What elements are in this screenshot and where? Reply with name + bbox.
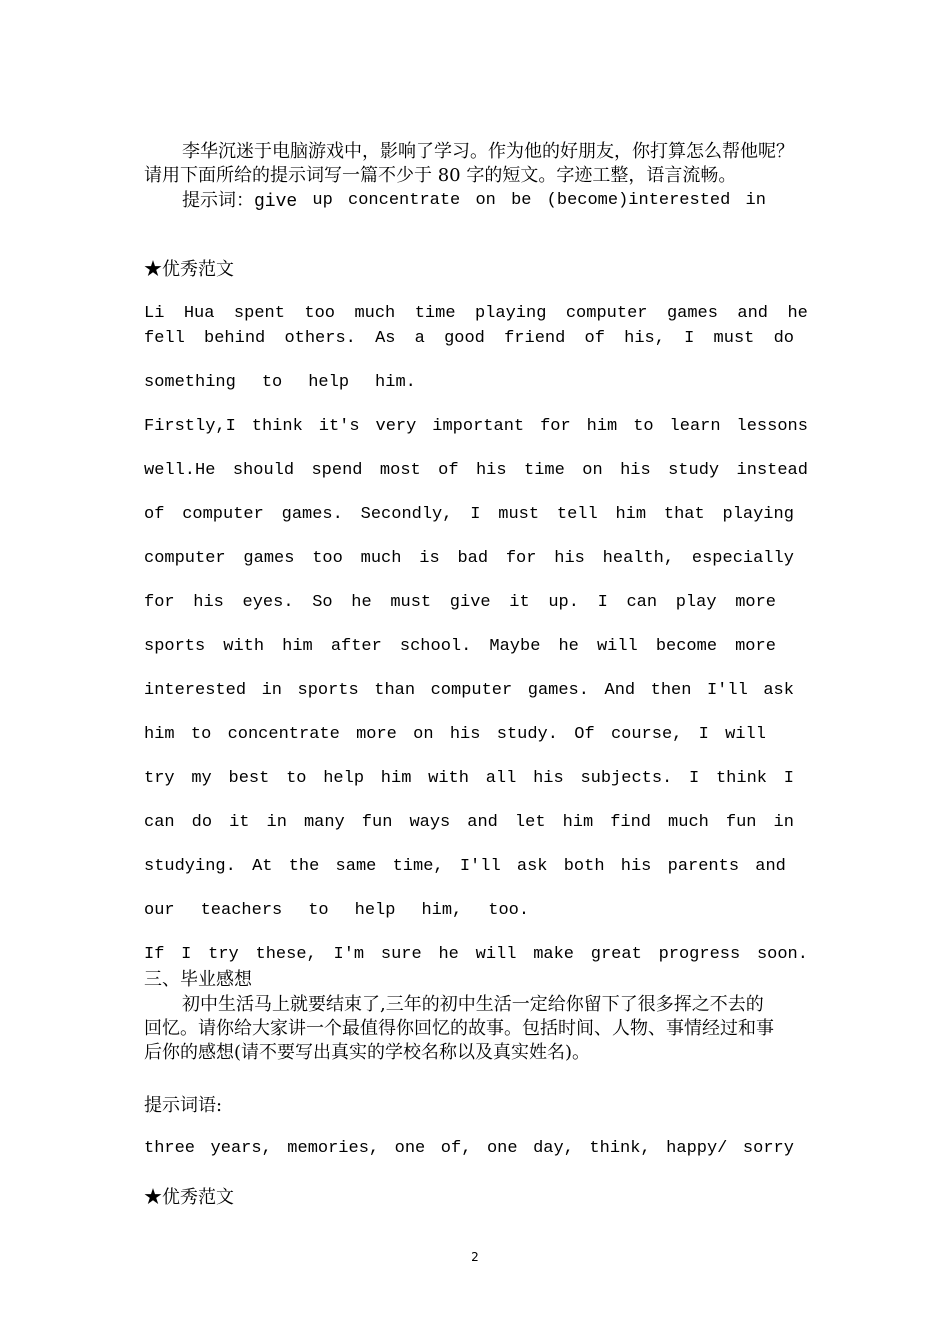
essay-word: games. [281,505,343,524]
essay-word: his, [624,329,665,348]
essay-word: tell [556,505,598,524]
essay-word: must [713,329,755,348]
essay-word: subjects. [580,769,673,788]
essay-word: time, [392,857,444,876]
essay-word: So [312,593,333,612]
essay-word: I [597,593,608,612]
essay-word: I'll [706,681,748,700]
essay-word: teachers [200,901,283,920]
essay-word: him [144,725,175,744]
essay-word: in [266,813,287,832]
essay-word: spend [311,461,363,480]
essay-word: he [351,593,372,612]
essay-word: games [243,549,295,568]
page-number: 2 [471,1250,479,1264]
essay-word: after [330,637,382,656]
essay-word: with [223,637,265,656]
essay-word: parents [667,857,740,876]
essay-word: help [323,769,365,788]
essay-line [144,944,808,966]
essay-line [144,504,794,526]
essay-word: games. [527,681,589,700]
essay-word: with [428,769,469,788]
essay-word: bad [457,549,489,568]
essay-word: fun [725,813,757,832]
essay-word: his [449,725,481,744]
essay-word: much [668,813,709,832]
essay-word: is [419,549,440,568]
essay-word: behind [204,329,266,348]
essay-word: great [590,945,642,964]
hint-word: concentrate [348,191,461,210]
essay-line [144,900,808,922]
essay-word: Hua [183,304,215,323]
essay-word: and [467,813,498,832]
essay-word: of [438,461,459,480]
essay-word: I'll [459,857,501,876]
essay-word: for [505,549,537,568]
essay-word: If [144,945,165,964]
essay-line [144,328,794,350]
hint-word: one [486,1139,518,1158]
task1-prompt-line-2: 请用下面所给的提示词写一篇不少于 80 字的短文。字迹工整，语言流畅。 [144,165,737,186]
essay-word: our [144,901,175,920]
essay-word: him, [421,901,463,920]
essay-word: At [252,857,273,876]
essay-word: make [533,945,575,964]
essay-word: let [514,813,546,832]
essay-word: soon. [756,945,808,964]
essay-word: both [563,857,605,876]
essay-word: I [181,945,192,964]
essay-word: think [715,769,767,788]
essay-word: him [615,505,647,524]
essay-word: progress [658,945,741,964]
essay-word: his [554,549,585,568]
essay-line [144,592,776,614]
hint-word: happy/ [666,1139,728,1158]
essay-word: I [684,329,695,348]
essay-word: especially [691,549,794,568]
task3-prompt-line-1: 初中生活马上就要结束了,三年的初中生活一定给你留下了很多挥之不去的 [182,994,764,1015]
essay-word: try [144,769,175,788]
task3-prompt-line-2: 回忆。请你给大家讲一个最值得你回忆的故事。包括时间、人物、事情经过和事 [144,1018,774,1039]
essay-word: of [144,505,165,524]
hint-word: years, [210,1139,272,1158]
essay-word: well.He [144,461,216,480]
hint-word: on [475,191,496,210]
essay-word: can [144,813,175,832]
essay-word: ways [409,813,451,832]
essay-word: his [475,461,507,480]
essay-word: him [282,637,313,656]
essay-word: sure [380,945,422,964]
essay-word: it [509,593,530,612]
essay-word: I [698,725,709,744]
task3-sample-heading: ★优秀范文 [144,1187,234,1208]
essay-word: much [360,549,402,568]
essay-word: health, [602,549,675,568]
essay-word: And [604,681,636,700]
essay-word: time [414,304,456,323]
essay-line [144,724,766,746]
essay-word: many [303,813,345,832]
essay-word: much [354,304,396,323]
essay-word: more [735,637,776,656]
task3-section-title: 三、毕业感想 [144,969,252,990]
essay-word: it's [318,417,360,436]
essay-word: on [413,725,434,744]
task3-hint-words [144,1138,794,1160]
essay-word: a [414,329,425,348]
hint-word: of, [440,1139,472,1158]
essay-line [144,416,808,438]
essay-word: will [725,725,766,744]
essay-word: As [375,329,396,348]
essay-word: lessons [736,417,808,436]
hint-word: be [511,191,532,210]
essay-word: then [650,681,692,700]
essay-word: fell [144,329,185,348]
essay-word: eyes. [242,593,294,612]
essay-word: him. [375,373,416,392]
essay-word: more [356,725,397,744]
essay-word: to [308,901,329,920]
essay-word: of [584,329,605,348]
hint-word: (become)interested [546,191,731,210]
hint-word: give [254,192,298,212]
task1-sample-heading: ★优秀范文 [144,259,234,280]
essay-word: Maybe [489,637,541,656]
essay-word: it [229,813,250,832]
essay-word: than [374,681,416,700]
essay-word: I [689,769,700,788]
essay-word: I [783,769,794,788]
hint-word: think, [589,1139,651,1158]
essay-word: ask [516,857,548,876]
essay-word: will [475,945,517,964]
essay-word: his [533,769,564,788]
essay-word: must [390,593,432,612]
essay-word: to [633,417,654,436]
essay-word: playing [722,505,794,524]
essay-word: do [773,329,794,348]
task3-prompt-line-3: 后你的感想(请不要写出真实的学校名称以及真实姓名)。 [144,1042,591,1063]
essay-word: to [190,725,212,744]
essay-word: studying. [144,857,236,876]
essay-line [144,460,808,482]
essay-word: the [288,857,320,876]
essay-word: my [191,769,212,788]
essay-word: good [444,329,485,348]
essay-word: help [308,373,350,392]
essay-word: and [737,304,769,323]
essay-word: too [304,304,335,323]
essay-word: most [379,461,421,480]
essay-word: same [335,857,377,876]
essay-word: others. [284,329,356,348]
essay-word: too [312,549,343,568]
essay-word: school. [399,637,472,656]
task3-hint-label: 提示词语: [144,1095,223,1116]
essay-word: concentrate [227,725,340,744]
essay-word: play [675,593,717,612]
essay-word: help [354,901,396,920]
essay-line [144,303,808,325]
hint-word: memories, [287,1139,380,1158]
essay-word: for [144,593,175,612]
essay-line [144,372,808,394]
essay-word: will [596,637,638,656]
essay-word: become [655,637,718,656]
essay-word: Firstly,I [144,417,236,436]
essay-word: in [773,813,794,832]
essay-word: he [558,637,579,656]
essay-word: and [755,857,786,876]
essay-word: computer [565,304,648,323]
essay-word: that [663,505,705,524]
essay-word: Secondly, [360,505,453,524]
essay-word: in [261,681,282,700]
hint-word: three [144,1139,196,1158]
essay-word: Li [144,304,165,323]
task1-hint-words [182,190,766,213]
essay-word: his [193,593,224,612]
essay-word: computer [430,681,513,700]
essay-word: him [380,769,412,788]
essay-word: his [620,857,652,876]
essay-word: these, [255,945,317,964]
essay-word: computer [182,505,264,524]
task1-prompt-line-1: 李华沉迷于电脑游戏中，影响了学习。作为他的好朋友，你打算怎么帮他呢？ [182,141,794,162]
essay-word: time [524,461,565,480]
essay-word: should [232,461,295,480]
essay-word: computer [144,549,226,568]
essay-word: to [261,373,283,392]
essay-word: sports [297,681,359,700]
essay-line [144,768,794,790]
essay-word: friend [504,329,566,348]
hint-word: in [745,191,766,210]
hint-word: up [312,191,333,210]
essay-word: interested [144,681,247,700]
essay-word: fun [361,813,393,832]
essay-line [144,548,794,570]
essay-word: I [470,505,481,524]
hint-word: day, [533,1139,574,1158]
hint-word: sorry [742,1139,794,1158]
essay-word: do [191,813,213,832]
essay-word: all [485,769,517,788]
essay-word: learn [669,417,721,436]
essay-word: very [375,417,417,436]
essay-word: study. [496,725,558,744]
essay-word: must [498,505,540,524]
essay-word: course, [610,725,683,744]
essay-word: too. [488,901,530,920]
essay-word: Of [574,725,595,744]
essay-line [144,680,794,702]
essay-word: study [668,461,720,480]
essay-word: him [562,813,594,832]
essay-line [144,856,786,878]
essay-word: give [449,593,491,612]
essay-word: to [286,769,307,788]
essay-word: I'm [333,945,365,964]
essay-word: something [144,373,236,392]
essay-word: can [626,593,658,612]
hint-word: one [394,1139,426,1158]
essay-word: spent [233,304,285,323]
essay-word: him [586,417,618,436]
essay-word: he [438,945,459,964]
essay-word: sports [144,637,206,656]
essay-word: he [787,304,808,323]
essay-line [144,812,794,834]
essay-word: important [432,417,525,436]
essay-word: more [735,593,776,612]
essay-word: instead [736,461,808,480]
essay-word: best [228,769,270,788]
essay-word: ask [763,681,794,700]
essay-word: find [610,813,652,832]
essay-word: playing [474,304,547,323]
essay-line [144,636,776,658]
essay-word: games [666,304,718,323]
essay-word: up. [548,593,579,612]
essay-word: think [251,417,303,436]
essay-word: for [540,417,571,436]
essay-word: on [582,461,603,480]
essay-word: his [620,461,651,480]
task1-hint-label: 提示词： [182,190,254,211]
essay-word: try [208,945,239,964]
